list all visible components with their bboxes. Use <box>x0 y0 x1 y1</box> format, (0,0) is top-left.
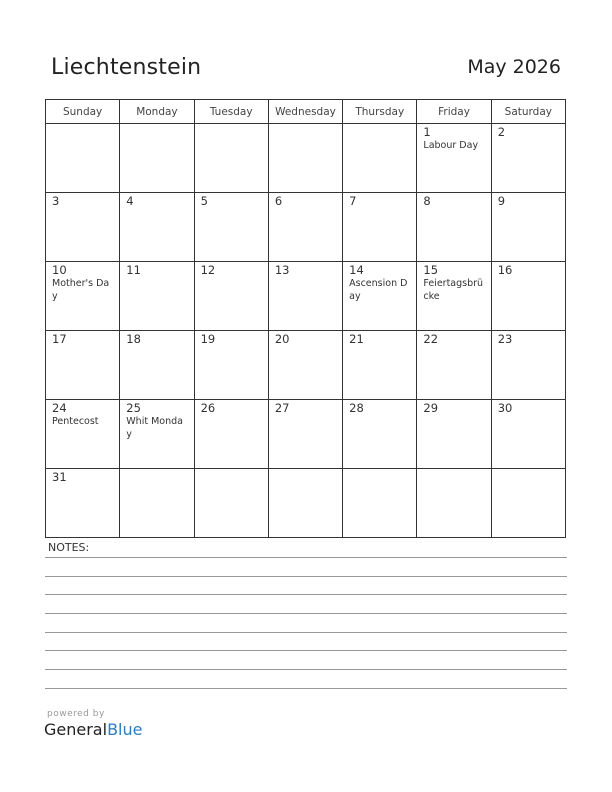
day-number: 16 <box>497 263 513 277</box>
calendar-day-cell[interactable] <box>120 331 194 400</box>
holiday-label: Labour Day <box>423 140 479 151</box>
day-number: 21 <box>349 332 364 346</box>
calendar-day-cell[interactable] <box>491 262 565 331</box>
holiday-label: Mother's Day <box>52 278 110 302</box>
note-line <box>45 613 567 614</box>
brand-blue: Blue <box>107 720 143 739</box>
calendar-day-cell[interactable] <box>268 124 342 193</box>
calendar-day-cell[interactable] <box>417 262 491 331</box>
powered-by-text: powered by <box>47 709 105 719</box>
calendar-day-cell[interactable] <box>46 469 120 538</box>
calendar-grid <box>45 99 566 538</box>
holiday-label: Feiertagsbrücke <box>423 278 484 302</box>
calendar-day-cell[interactable] <box>194 124 268 193</box>
day-number: 19 <box>200 332 216 346</box>
day-number: 5 <box>200 194 208 208</box>
calendar-day-cell[interactable] <box>417 331 491 400</box>
day-number: 13 <box>274 263 290 277</box>
calendar-day-cell[interactable] <box>343 262 417 331</box>
notes-label: NOTES: <box>48 541 90 554</box>
day-number: 30 <box>497 401 513 415</box>
day-number: 18 <box>126 332 141 346</box>
calendar-day-cell[interactable] <box>268 400 342 469</box>
day-number: 3 <box>52 194 60 208</box>
calendar-day-cell[interactable] <box>417 469 491 538</box>
day-number: 7 <box>349 194 357 208</box>
day-number: 31 <box>52 470 67 484</box>
holiday-label: Ascension Day <box>349 278 408 302</box>
calendar-week-row <box>46 124 566 193</box>
calendar-day-cell[interactable] <box>194 193 268 262</box>
calendar-day-cell[interactable] <box>491 469 565 538</box>
day-number: 15 <box>423 263 439 277</box>
brand-general: General <box>44 720 108 739</box>
calendar-day-cell[interactable] <box>194 262 268 331</box>
day-number: 20 <box>274 332 290 346</box>
calendar-day-cell[interactable] <box>194 400 268 469</box>
note-line <box>45 688 567 689</box>
day-number: 26 <box>200 401 216 415</box>
note-line <box>45 650 567 651</box>
note-line <box>45 669 567 670</box>
calendar-day-cell[interactable] <box>343 331 417 400</box>
calendar-day-cell[interactable] <box>46 400 120 469</box>
calendar-day-cell[interactable] <box>194 331 268 400</box>
brand-logo[interactable] <box>44 720 142 739</box>
weekday-header-row <box>46 100 566 124</box>
day-number: 10 <box>52 263 67 277</box>
calendar-day-cell[interactable] <box>417 400 491 469</box>
holiday-label: Pentecost <box>52 416 99 427</box>
day-number: 29 <box>423 401 439 415</box>
calendar-day-cell[interactable] <box>268 262 342 331</box>
calendar-week-row <box>46 331 566 400</box>
calendar-day-cell[interactable] <box>417 124 491 193</box>
day-number: 6 <box>274 194 283 208</box>
calendar-day-cell[interactable] <box>120 469 194 538</box>
note-line <box>45 594 567 595</box>
calendar-day-cell[interactable] <box>120 400 194 469</box>
day-number: 14 <box>349 263 364 277</box>
calendar-day-cell[interactable] <box>343 400 417 469</box>
note-line <box>45 576 567 577</box>
calendar-day-cell[interactable] <box>268 193 342 262</box>
weekday-header: Monday <box>120 100 194 124</box>
calendar-day-cell[interactable] <box>46 262 120 331</box>
day-number: 25 <box>126 401 141 415</box>
weekday-header: Saturday <box>491 100 565 124</box>
day-number: 24 <box>52 401 67 415</box>
day-number: 9 <box>497 194 506 208</box>
calendar-day-cell[interactable] <box>120 262 194 331</box>
day-number: 28 <box>349 401 364 415</box>
calendar-day-cell[interactable] <box>491 331 565 400</box>
calendar-day-cell[interactable] <box>46 124 120 193</box>
calendar-day-cell[interactable] <box>491 124 565 193</box>
calendar-day-cell[interactable] <box>46 331 120 400</box>
calendar-day-cell[interactable] <box>343 124 417 193</box>
day-number: 12 <box>200 263 216 277</box>
calendar-day-cell[interactable] <box>268 331 342 400</box>
calendar-day-cell[interactable] <box>120 193 194 262</box>
day-number: 17 <box>52 332 67 346</box>
weekday-header: Tuesday <box>194 100 268 124</box>
calendar-day-cell[interactable] <box>120 124 194 193</box>
calendar-day-cell[interactable] <box>343 193 417 262</box>
day-number: 27 <box>274 401 290 415</box>
calendar-week-row <box>46 193 566 262</box>
calendar-week-row <box>46 400 566 469</box>
day-number: 11 <box>126 263 141 277</box>
day-number: 23 <box>497 332 513 346</box>
calendar-day-cell[interactable] <box>46 193 120 262</box>
note-line <box>45 632 567 633</box>
calendar-day-cell[interactable] <box>194 469 268 538</box>
weekday-header: Sunday <box>46 100 120 124</box>
weekday-header: Wednesday <box>268 100 342 124</box>
calendar-week-row <box>46 469 566 538</box>
day-number: 8 <box>423 194 431 208</box>
weekday-header: Friday <box>417 100 491 124</box>
day-number: 1 <box>423 125 431 139</box>
calendar-day-cell[interactable] <box>268 469 342 538</box>
day-number: 2 <box>497 125 506 139</box>
weekday-header: Thursday <box>343 100 417 124</box>
calendar-day-cell[interactable] <box>491 193 565 262</box>
day-number: 22 <box>423 332 439 346</box>
calendar-day-cell[interactable] <box>491 400 565 469</box>
calendar-day-cell[interactable] <box>417 193 491 262</box>
calendar-day-cell[interactable] <box>343 469 417 538</box>
holiday-label: Whit Monday <box>126 416 183 440</box>
calendar-country-title: Liechtenstein <box>51 55 202 80</box>
calendar-week-row <box>46 262 566 331</box>
calendar-month-title: May 2026 <box>467 56 561 78</box>
day-number: 4 <box>126 194 134 208</box>
note-line <box>45 557 567 558</box>
